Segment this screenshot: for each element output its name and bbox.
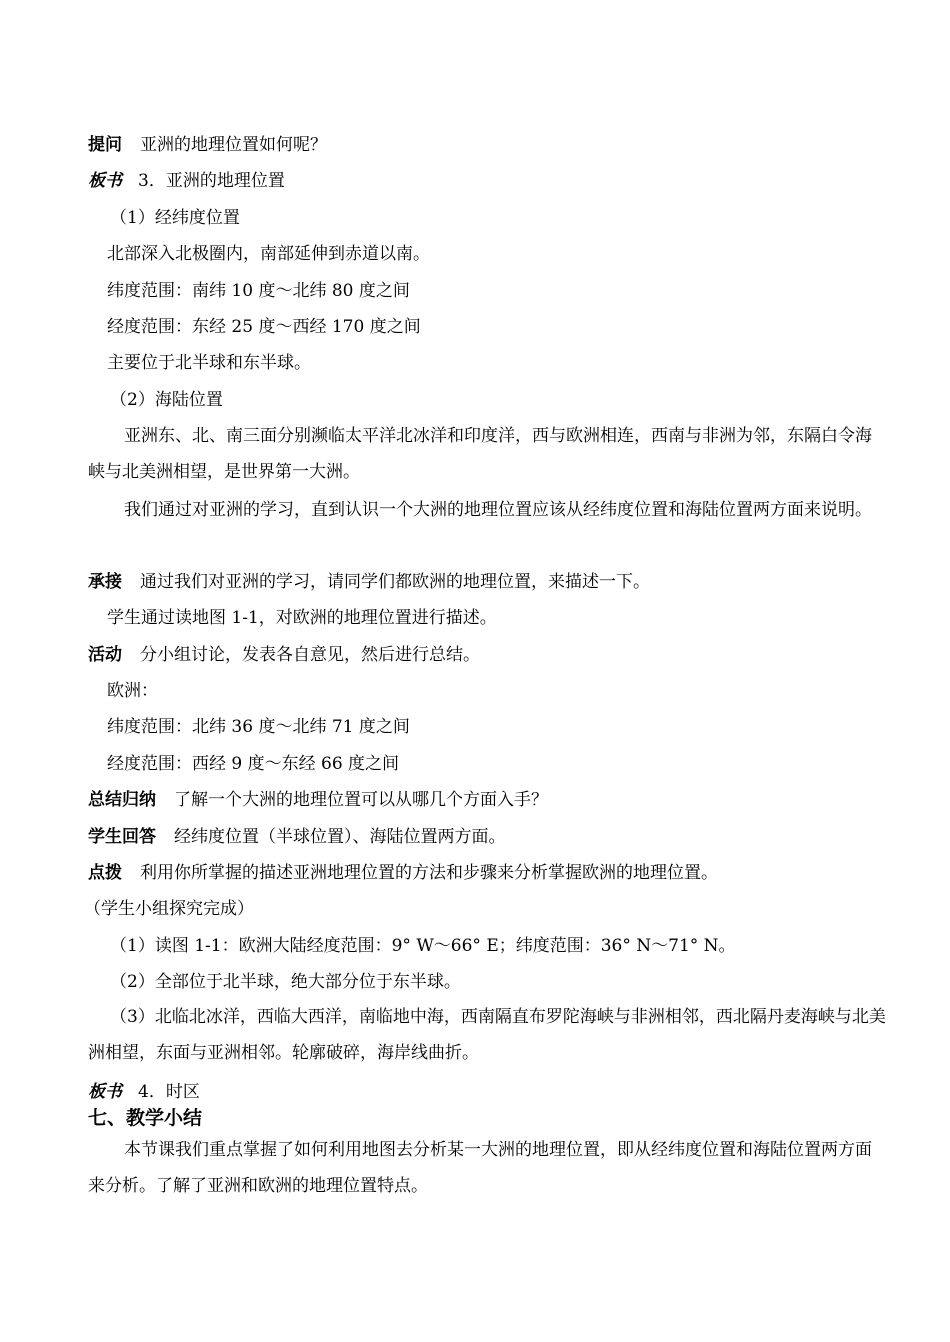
label-summary: 总结归纳 — [88, 790, 156, 810]
section-heading: 七、教学小结 — [88, 1107, 203, 1129]
label-board: 板书 — [88, 171, 122, 191]
body-line: 北部深入北极圈内，南部延伸到赤道以南。 — [107, 244, 430, 264]
line-text: 经纬度位置（半球位置）、海陆位置两方面。 — [174, 827, 506, 847]
line-text: 分小组讨论，发表各自意见，然后进行总结。 — [140, 645, 480, 665]
body-line: 欧洲： — [107, 681, 158, 701]
board-line — [88, 1081, 888, 1103]
paragraph-asia-position: 亚洲东、北、南三面分别濒临太平洋北冰洋和印度洋，西与欧洲相连，西南与非洲为邻，东隔白令海峡与北美洲相望，是世界第一大洲。 — [88, 426, 872, 482]
label-guidance: 点拨 — [88, 863, 122, 883]
subheading-sealand: （2）海陆位置 — [110, 390, 223, 410]
label-board: 板书 — [88, 1082, 122, 1102]
line-text: 亚洲的地理位置如何呢？ — [140, 135, 327, 155]
paragraph-europe-sealand: （3）北临北冰洋，西临大西洋，南临地中海，西南隔直布罗陀海峡与非洲相邻，西北隔丹麦海峡与北美洲相望，东面与亚洲相邻。轮廓破碎，海岸线曲折。 — [88, 1007, 886, 1063]
paragraph-conclusion: 我们通过对亚洲的学习，直到认识一个大洲的地理位置应该从经纬度位置和海陆位置两方面来说明。 — [124, 500, 872, 520]
body-line: 经度范围：东经 25 度～西经 170 度之间 — [107, 317, 421, 337]
line-text: 通过我们对亚洲的学习，请同学们都欧洲的地理位置，来描述一下。 — [140, 572, 650, 592]
summary-question-line — [88, 789, 888, 811]
body-line: 主要位于北半球和东半球。 — [107, 353, 311, 373]
body-line: 学生通过读地图 1-1，对欧洲的地理位置进行描述。 — [107, 608, 497, 628]
body-line: 纬度范围：南纬 10 度～北纬 80 度之间 — [107, 281, 410, 301]
line-text: 了解一个大洲的地理位置可以从哪几个方面入手？ — [174, 790, 548, 810]
body-line: 纬度范围：北纬 36 度～北纬 71 度之间 — [107, 717, 410, 737]
activity-line — [88, 644, 888, 666]
line-text: 4．时区 — [138, 1082, 200, 1102]
label-student-answer: 学生回答 — [88, 827, 156, 847]
body-line: （学生小组探究完成） — [84, 899, 254, 919]
summary-paragraph: 本节课我们重点掌握了如何利用地图去分析某一大洲的地理位置，即从经纬度位置和海陆位置两方面来分析。了解了亚洲和欧洲的地理位置特点。 — [88, 1140, 872, 1196]
subheading-latlon: （1）经纬度位置 — [110, 208, 240, 228]
board-line — [88, 170, 888, 192]
label-activity: 活动 — [88, 645, 122, 665]
line-text: 利用你所掌握的描述亚洲地理位置的方法和步骤来分析掌握欧洲的地理位置。 — [140, 863, 718, 883]
body-line: 经度范围：西经 9 度～东经 66 度之间 — [107, 754, 400, 774]
body-line: （2）全部位于北半球，绝大部分位于东半球。 — [110, 972, 461, 992]
guidance-line — [88, 862, 888, 884]
question-line — [88, 134, 888, 156]
body-line: （1）读图 1-1：欧洲大陆经度范围：9° W～66° E；纬度范围：36° N～71° N。 — [110, 936, 736, 956]
transition-line — [88, 571, 888, 593]
label-question: 提问 — [88, 135, 122, 155]
student-answer-line — [88, 826, 888, 848]
label-transition: 承接 — [88, 572, 122, 592]
line-text: 3．亚洲的地理位置 — [138, 171, 285, 191]
